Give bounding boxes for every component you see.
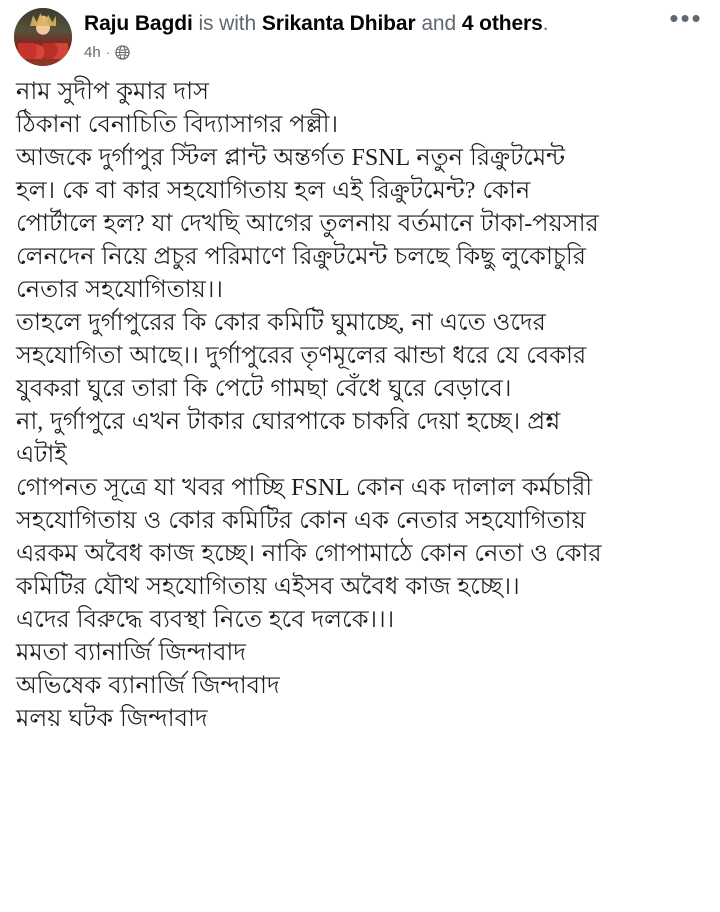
author-name[interactable]: Raju Bagdi <box>84 12 193 35</box>
post-text-line: পোর্টালে হল? যা দেখছি আগের তুলনায় বর্তমানে টাকা-পয়সার <box>16 211 599 237</box>
post-text-line: ঠিকানা বেনাচিতি বিদ্যাসাগর পল্লী। <box>16 112 339 138</box>
tagged-person-name[interactable]: Srikanta Dhibar <box>261 12 416 35</box>
post-text-line: মলয় ঘটক জিন্দাবাদ <box>16 706 208 732</box>
post-text-line: না, দুর্গাপুরে এখন টাকার ঘোরপাকে চাকরি দেয়া হচ্ছে। প্রশ্ন <box>16 409 561 435</box>
others-count-link[interactable]: 4 others <box>461 12 543 35</box>
post-text-line: এটাই <box>16 442 67 468</box>
post-text-line: তাহলে দুর্গাপুরের কি কোর কমিটি ঘুমাচ্ছে, না এতে ওদের <box>16 310 546 336</box>
post-text-line: গোপনত সূত্রে যা খবর পাচ্ছি FSNL কোন এক দালাল কর্মচারী <box>16 475 593 501</box>
post-header <box>0 0 720 66</box>
avatar-garland-detail <box>18 43 68 59</box>
post-byline <box>84 10 666 38</box>
ellipsis-icon[interactable] <box>666 3 706 38</box>
post-text-line: হল। কে বা কার সহযোগিতায় হল এই রিক্রুটমেন্ট? কোন <box>16 178 531 204</box>
post-text-line: সহযোগিতা আছে।। দুর্গাপুরের তৃণমূলের ঝান্ডা ধরে যে বেকার <box>16 343 587 369</box>
byline-period: . <box>542 12 549 35</box>
post-text-line: এদের বিরুদ্ধে ব্যবস্থা নিতে হবে দলকে।।। <box>16 607 395 633</box>
post-text-line: আজকে দুর্গাপুর স্টিল প্লান্ট অন্তর্গত FSNL নতুন রিক্রুটমেন্ট <box>16 145 566 171</box>
post-text-line: নেতার সহযোগিতায়।। <box>16 277 223 303</box>
globe-icon[interactable] <box>115 45 130 60</box>
post-text-line: অভিষেক ব্যানার্জি জিন্দাবাদ <box>16 673 280 699</box>
and-text: and <box>421 12 457 35</box>
post-text-line: কমিটির যৌথ সহযোগিতায় এইসব অবৈধ কাজ হচ্ছে।। <box>16 574 520 600</box>
meta-separator: · <box>105 45 111 60</box>
post-text-line: যুবকরা ঘুরে তারা কি পেটে গামছা বেঁধে ঘুরে বেড়াবে। <box>16 376 512 402</box>
post-text-line: নাম সুদীপ কুমার দাস <box>16 79 209 105</box>
post-text-line: মমতা ব্যানার্জি জিন্দাবাদ <box>16 640 247 666</box>
post-text-line: এরকম অবৈধ কাজ হচ্ছে। নাকি গোপামাঠে কোন নেতা ও কোর <box>16 541 602 567</box>
more-options-glyph: ••• <box>669 3 703 33</box>
post-text-line: সহযোগিতায় ও কোর কমিটির কোন এক নেতার সহযোগিতায় <box>16 508 586 534</box>
post-meta <box>84 44 666 61</box>
with-text: is with <box>198 12 257 35</box>
post-header-text <box>84 8 666 61</box>
post-text-line: লেনদেন নিয়ে প্রচুর পরিমাণে রিক্রুটমেন্ট চলছে কিছু লুকোচুরি <box>16 244 586 270</box>
avatar[interactable] <box>14 8 72 66</box>
post-timestamp[interactable]: 4h <box>84 44 101 61</box>
post-body <box>0 66 720 736</box>
